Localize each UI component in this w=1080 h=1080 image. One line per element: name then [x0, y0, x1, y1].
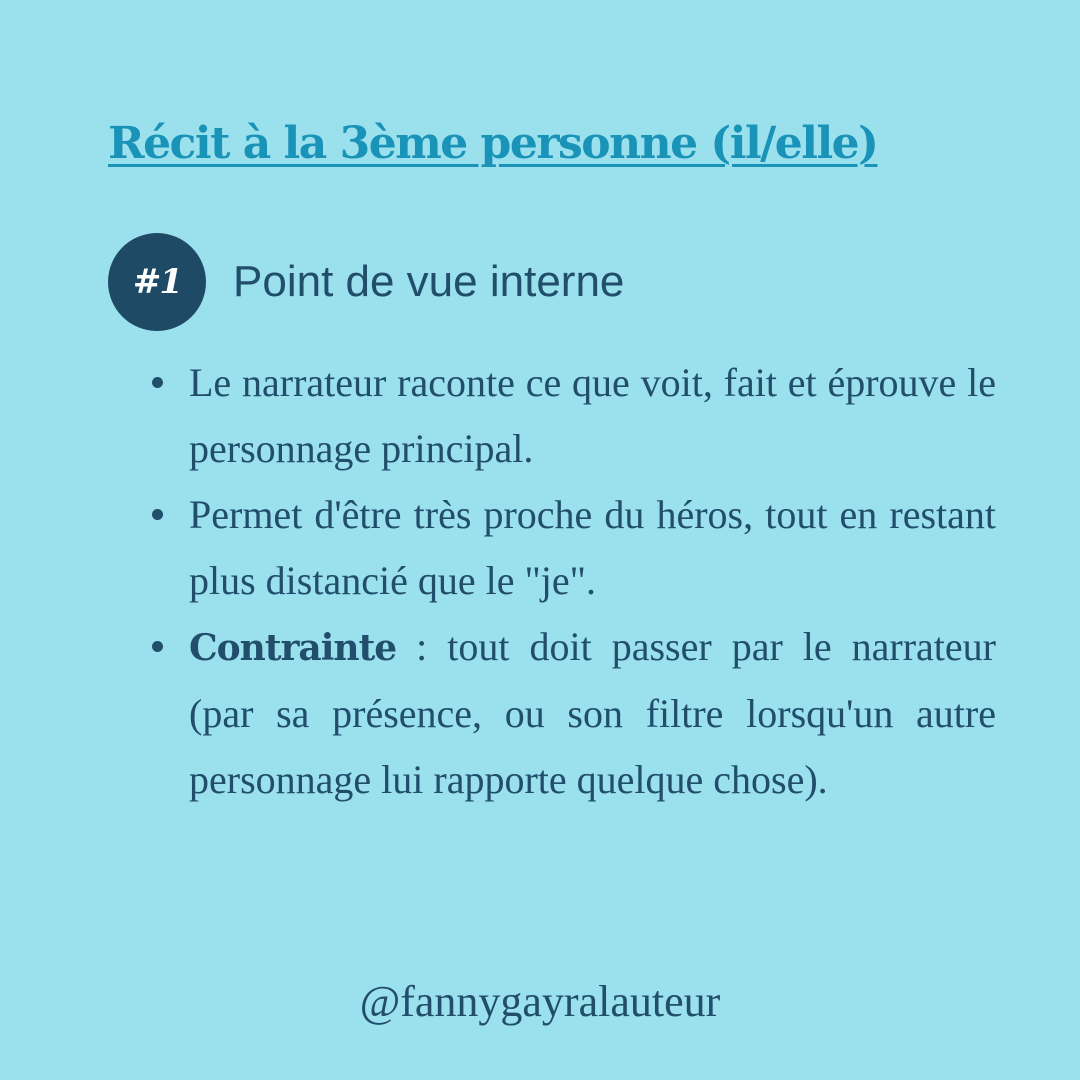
bullet-item: [152, 482, 996, 614]
bullet-dot-icon: [152, 641, 163, 652]
section-header: [108, 233, 624, 331]
bullet-text: : tout doit passer par le narrateur (par sa présence, ou son filtre lorsqu'un autre personnage lui rapporte quelque chose).: [189, 624, 996, 802]
bullet-bold-label: Contrainte: [189, 627, 397, 669]
bullet-text: Le narrateur raconte ce que voit, fait et éprouve le personnage principal.: [189, 360, 996, 471]
author-handle: @fannygayralauteur: [359, 977, 721, 1026]
number-badge: #1: [108, 233, 206, 331]
bullet-item: [152, 614, 996, 813]
section-title: Point de vue interne: [233, 257, 625, 306]
bullet-text: Permet d'être très proche du héros, tout en restant plus distancié que le "je".: [189, 492, 996, 603]
page-title: Récit à la 3ème personne (il/elle): [108, 118, 878, 169]
bullet-dot-icon: [152, 377, 163, 388]
bullet-list: [152, 350, 996, 813]
bullet-dot-icon: [152, 509, 163, 520]
bullet-item: [152, 350, 996, 482]
